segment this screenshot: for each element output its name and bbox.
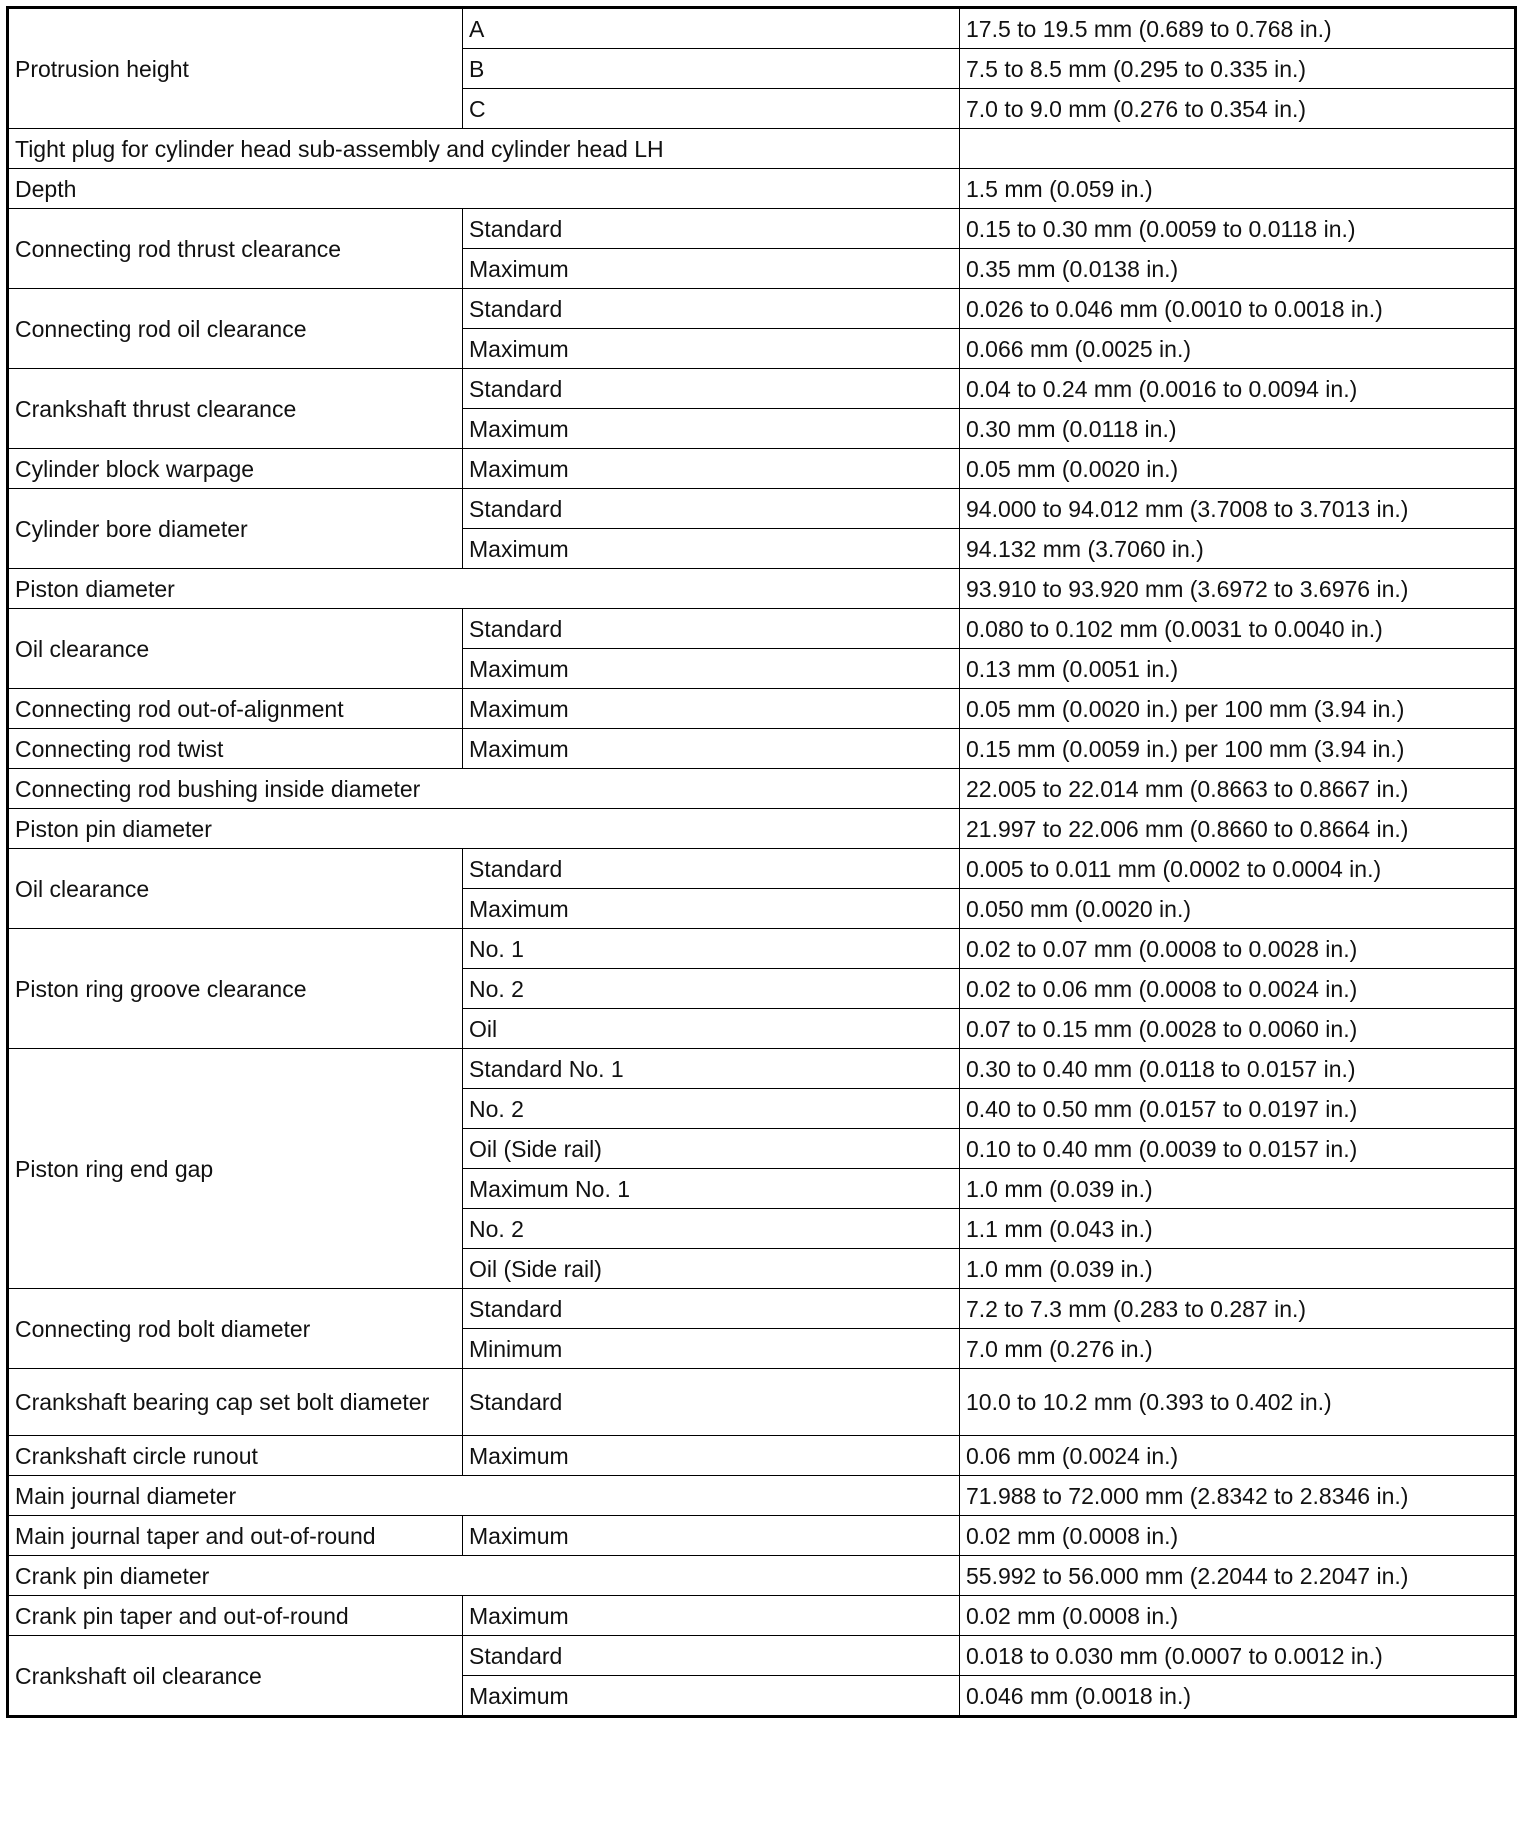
condition-cell: Oil — [463, 1009, 960, 1049]
table-row — [8, 1436, 1516, 1476]
condition-cell: Maximum — [463, 1596, 960, 1636]
table-row — [8, 809, 1516, 849]
item-cell: Tight plug for cylinder head sub-assembly and cylinder head LH — [8, 129, 960, 169]
item-cell: Piston ring groove clearance — [8, 929, 463, 1049]
value-cell: 22.005 to 22.014 mm (0.8663 to 0.8667 in.) — [960, 769, 1516, 809]
condition-cell: B — [463, 49, 960, 89]
item-cell: Connecting rod twist — [8, 729, 463, 769]
condition-cell: Maximum — [463, 529, 960, 569]
condition-cell: Minimum — [463, 1329, 960, 1369]
value-cell: 0.080 to 0.102 mm (0.0031 to 0.0040 in.) — [960, 609, 1516, 649]
table-row — [8, 169, 1516, 209]
value-cell: 0.005 to 0.011 mm (0.0002 to 0.0004 in.) — [960, 849, 1516, 889]
item-cell: Piston ring end gap — [8, 1049, 463, 1289]
value-cell: 0.05 mm (0.0020 in.) per 100 mm (3.94 in.) — [960, 689, 1516, 729]
condition-cell: Oil (Side rail) — [463, 1249, 960, 1289]
condition-cell: No. 2 — [463, 969, 960, 1009]
value-cell: 0.13 mm (0.0051 in.) — [960, 649, 1516, 689]
value-cell: 7.0 to 9.0 mm (0.276 to 0.354 in.) — [960, 89, 1516, 129]
condition-cell: Maximum — [463, 1436, 960, 1476]
value-cell: 17.5 to 19.5 mm (0.689 to 0.768 in.) — [960, 8, 1516, 49]
condition-cell: Oil (Side rail) — [463, 1129, 960, 1169]
item-cell: Depth — [8, 169, 960, 209]
value-cell: 0.02 to 0.06 mm (0.0008 to 0.0024 in.) — [960, 969, 1516, 1009]
table-row — [8, 489, 1516, 529]
value-cell: 0.40 to 0.50 mm (0.0157 to 0.0197 in.) — [960, 1089, 1516, 1129]
table-row — [8, 729, 1516, 769]
table-row — [8, 1636, 1516, 1676]
value-cell: 0.07 to 0.15 mm (0.0028 to 0.0060 in.) — [960, 1009, 1516, 1049]
table-row — [8, 8, 1516, 49]
table-row — [8, 369, 1516, 409]
value-cell: 71.988 to 72.000 mm (2.8342 to 2.8346 in.) — [960, 1476, 1516, 1516]
value-cell: 0.02 mm (0.0008 in.) — [960, 1516, 1516, 1556]
item-cell: Connecting rod out-of-alignment — [8, 689, 463, 729]
item-cell: Oil clearance — [8, 609, 463, 689]
condition-cell: Standard — [463, 1289, 960, 1329]
condition-cell: Maximum — [463, 409, 960, 449]
condition-cell: Maximum — [463, 249, 960, 289]
condition-cell: Maximum — [463, 1516, 960, 1556]
value-cell: 0.15 mm (0.0059 in.) per 100 mm (3.94 in.) — [960, 729, 1516, 769]
value-cell: 0.02 to 0.07 mm (0.0008 to 0.0028 in.) — [960, 929, 1516, 969]
table-row — [8, 1556, 1516, 1596]
condition-cell: C — [463, 89, 960, 129]
value-cell: 0.30 mm (0.0118 in.) — [960, 409, 1516, 449]
condition-cell: No. 2 — [463, 1089, 960, 1129]
condition-cell: Maximum — [463, 729, 960, 769]
table-row — [8, 1049, 1516, 1089]
value-cell: 7.0 mm (0.276 in.) — [960, 1329, 1516, 1369]
value-cell: 0.04 to 0.24 mm (0.0016 to 0.0094 in.) — [960, 369, 1516, 409]
condition-cell: Maximum — [463, 649, 960, 689]
condition-cell: Standard — [463, 209, 960, 249]
value-cell: 0.026 to 0.046 mm (0.0010 to 0.0018 in.) — [960, 289, 1516, 329]
condition-cell: Maximum — [463, 1676, 960, 1717]
condition-cell: Standard — [463, 609, 960, 649]
item-cell: Crankshaft thrust clearance — [8, 369, 463, 449]
value-cell: 94.132 mm (3.7060 in.) — [960, 529, 1516, 569]
table-row — [8, 1516, 1516, 1556]
specification-table — [6, 6, 1517, 1718]
value-cell: 7.2 to 7.3 mm (0.283 to 0.287 in.) — [960, 1289, 1516, 1329]
value-cell: 55.992 to 56.000 mm (2.2044 to 2.2047 in.) — [960, 1556, 1516, 1596]
table-row — [8, 689, 1516, 729]
condition-cell: Maximum — [463, 449, 960, 489]
table-row — [8, 769, 1516, 809]
item-cell: Main journal diameter — [8, 1476, 960, 1516]
item-cell: Crankshaft bearing cap set bolt diameter — [8, 1369, 463, 1436]
spec-sheet — [6, 6, 1517, 1718]
table-row — [8, 129, 1516, 169]
value-cell: 0.10 to 0.40 mm (0.0039 to 0.0157 in.) — [960, 1129, 1516, 1169]
condition-cell: Maximum — [463, 889, 960, 929]
value-cell: 94.000 to 94.012 mm (3.7008 to 3.7013 in.) — [960, 489, 1516, 529]
table-row — [8, 929, 1516, 969]
condition-cell: Standard — [463, 849, 960, 889]
table-row — [8, 1369, 1516, 1436]
value-cell: 1.1 mm (0.043 in.) — [960, 1209, 1516, 1249]
item-cell: Piston diameter — [8, 569, 960, 609]
item-cell: Crank pin diameter — [8, 1556, 960, 1596]
value-cell: 0.066 mm (0.0025 in.) — [960, 329, 1516, 369]
value-cell: 0.05 mm (0.0020 in.) — [960, 449, 1516, 489]
condition-cell: No. 2 — [463, 1209, 960, 1249]
condition-cell: Standard — [463, 369, 960, 409]
table-row — [8, 1476, 1516, 1516]
item-cell: Connecting rod bushing inside diameter — [8, 769, 960, 809]
item-cell: Piston pin diameter — [8, 809, 960, 849]
condition-cell: Standard — [463, 1636, 960, 1676]
condition-cell: Standard — [463, 1369, 960, 1436]
condition-cell: Standard — [463, 289, 960, 329]
item-cell: Crank pin taper and out-of-round — [8, 1596, 463, 1636]
table-row — [8, 1289, 1516, 1329]
item-cell: Connecting rod thrust clearance — [8, 209, 463, 289]
value-cell — [960, 129, 1516, 169]
value-cell: 0.046 mm (0.0018 in.) — [960, 1676, 1516, 1717]
item-cell: Oil clearance — [8, 849, 463, 929]
condition-cell: No. 1 — [463, 929, 960, 969]
condition-cell: Maximum — [463, 329, 960, 369]
value-cell: 21.997 to 22.006 mm (0.8660 to 0.8664 in.) — [960, 809, 1516, 849]
item-cell: Connecting rod oil clearance — [8, 289, 463, 369]
value-cell: 1.0 mm (0.039 in.) — [960, 1249, 1516, 1289]
item-cell: Cylinder block warpage — [8, 449, 463, 489]
table-row — [8, 849, 1516, 889]
item-cell: Protrusion height — [8, 8, 463, 129]
table-row — [8, 209, 1516, 249]
value-cell: 0.06 mm (0.0024 in.) — [960, 1436, 1516, 1476]
value-cell: 7.5 to 8.5 mm (0.295 to 0.335 in.) — [960, 49, 1516, 89]
value-cell: 10.0 to 10.2 mm (0.393 to 0.402 in.) — [960, 1369, 1516, 1436]
table-row — [8, 289, 1516, 329]
item-cell: Crankshaft oil clearance — [8, 1636, 463, 1717]
item-cell: Main journal taper and out-of-round — [8, 1516, 463, 1556]
value-cell: 0.050 mm (0.0020 in.) — [960, 889, 1516, 929]
table-row — [8, 1596, 1516, 1636]
value-cell: 0.15 to 0.30 mm (0.0059 to 0.0118 in.) — [960, 209, 1516, 249]
condition-cell: Maximum — [463, 689, 960, 729]
value-cell: 93.910 to 93.920 mm (3.6972 to 3.6976 in.) — [960, 569, 1516, 609]
condition-cell: A — [463, 8, 960, 49]
value-cell: 1.5 mm (0.059 in.) — [960, 169, 1516, 209]
value-cell: 0.30 to 0.40 mm (0.0118 to 0.0157 in.) — [960, 1049, 1516, 1089]
condition-cell: Standard No. 1 — [463, 1049, 960, 1089]
condition-cell: Maximum No. 1 — [463, 1169, 960, 1209]
value-cell: 1.0 mm (0.039 in.) — [960, 1169, 1516, 1209]
value-cell: 0.35 mm (0.0138 in.) — [960, 249, 1516, 289]
item-cell: Cylinder bore diameter — [8, 489, 463, 569]
item-cell: Connecting rod bolt diameter — [8, 1289, 463, 1369]
table-row — [8, 569, 1516, 609]
table-row — [8, 449, 1516, 489]
value-cell: 0.018 to 0.030 mm (0.0007 to 0.0012 in.) — [960, 1636, 1516, 1676]
table-row — [8, 609, 1516, 649]
value-cell: 0.02 mm (0.0008 in.) — [960, 1596, 1516, 1636]
item-cell: Crankshaft circle runout — [8, 1436, 463, 1476]
condition-cell: Standard — [463, 489, 960, 529]
